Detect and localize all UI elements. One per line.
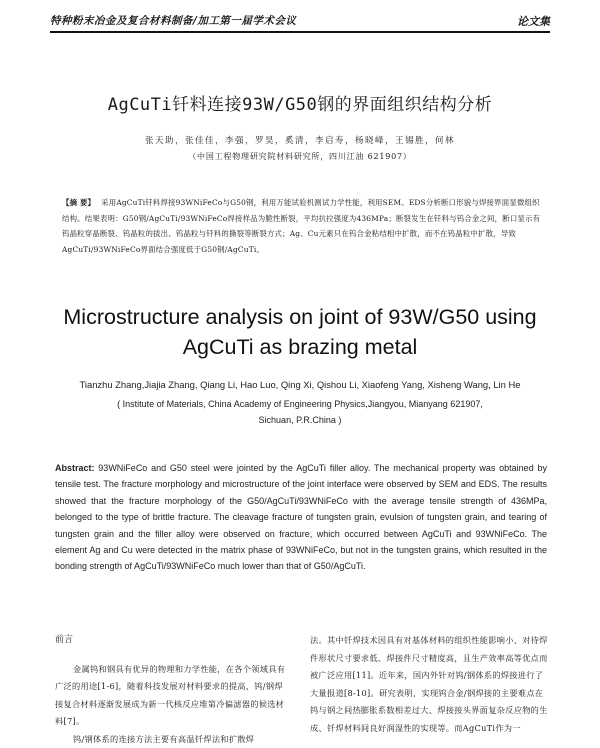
english-affiliation-line-1: ( Institute of Materials, China Academy of Engineering Physics,Jiangyou, Mianyang 621907, [30,396,570,412]
english-affiliation-line-2: Sichuan, P.R.China ) [30,412,570,428]
header-conference-title: 特种粉末冶金及复合材料制备/加工第一届学术会议 [50,13,296,28]
english-abstract-text: 93WNiFeCo and G50 steel were jointed by the AgCuTi filler alloy. The mechanical property was obtained by tensile test. The fracture morphology and microstructure of the joint interface were observed by SEM and EDS. The results showed that the fracture morphology of the G50/AgCuTi/93WNiFeCo with the average tensile strength of 436MPa, belonged to the type of brittle fracture. The cleavage fracture of tungsten grain, evulsion of tungsten grain, and tearing of tungsten grain and the filler alloy were observed on fracture, which occurred between AgCuTi and 93WNiFeCo. The element Ag and Cu were detected in the matrix phase of 93WNiFeCo, but not in the tungsten grains, which resulted in the bonding strength of AgCuTi/93WNiFeCo much lower than that of G50/AgCuTi. [55,463,547,571]
english-title [30,302,570,362]
english-affiliation [30,396,570,428]
body-paragraph: 法。其中钎焊技术因具有对基体材料的组织性能影响小、对待焊件形状尺寸要求低、焊接件尺寸精度高，且生产效率高等优点而被广泛应用[11]。近年来，国内外针对钨/钢体系的焊接进行了大量报道[8-10]。研究表明，实现钨合金/钢焊接的主要难点在钨与钢之间热膨胀系数相差过大、焊接接头界面复杂反应物的生成、钎焊材料间良好润湿性的实现等。而AgCuTi作为一 [310,632,548,737]
body-right-column [310,632,548,737]
chinese-title: AgCuTi钎料连接93W/G50钢的界面组织结构分析 [50,90,550,115]
chinese-authors: 张天助，张佳佳，李强，罗昊，奚清，李启寿，杨晓峰，王锡胜，何林 [50,134,550,146]
body-paragraph: 钨/钢体系的连接方法主要有高温钎焊法和扩散焊 [55,731,290,748]
header-proceedings-label: 论文集 [517,13,550,29]
english-abstract-label: Abstract: [55,463,95,473]
english-abstract [55,460,547,575]
chinese-abstract [62,195,544,257]
body-left-column [55,632,290,748]
body-paragraph: 金属钨和钢具有优异的物理和力学性能，在各个领域具有广泛的用途[1-6]，随着科技发展对材料要求的提高，钨/钢焊接复合材料逐渐发展成为新一代核反应堆第冷偏滤器的候选材料[7]。 [55,661,290,731]
english-title-line-2: AgCuTi as brazing metal [30,332,570,362]
section-heading-preface: 前言 [55,632,290,650]
running-header [50,13,550,33]
english-title-line-1: Microstructure analysis on joint of 93W/G50 using [30,302,570,332]
chinese-abstract-label: 【摘 要】 [62,198,95,207]
english-authors: Tianzhu Zhang,Jiajia Zhang, Qiang Li, Hao Luo, Qing Xi, Qishou Li, Xiaofeng Yang, Xisheng Wang, Lin He [30,379,570,390]
chinese-abstract-text: 采用AgCuTi钎料焊接93WNiFeCo与G50钢，利用万能试验机测试力学性能，利用SEM、EDS分析断口形貌与焊接界面显微组织结构。结果表明：G50钢/AgCuTi/93WNiFeCo焊接样品为脆性断裂，平均抗拉强度为436MPa；断裂发生在钎料与钨合金之间，断口显示有钨晶粒穿晶断裂、钨晶粒的拔出、钨晶粒与钎料的撕裂等断裂方式；Ag、Cu元素只在钨合金粘结相中扩散，而不在钨晶粒中扩散，导致AgCuTi/93WNiFeCo界面结合强度低于G50钢/AgCuTi。 [62,198,540,254]
chinese-affiliation: （中国工程物理研究院材料研究所，四川江油 621907） [50,151,550,162]
